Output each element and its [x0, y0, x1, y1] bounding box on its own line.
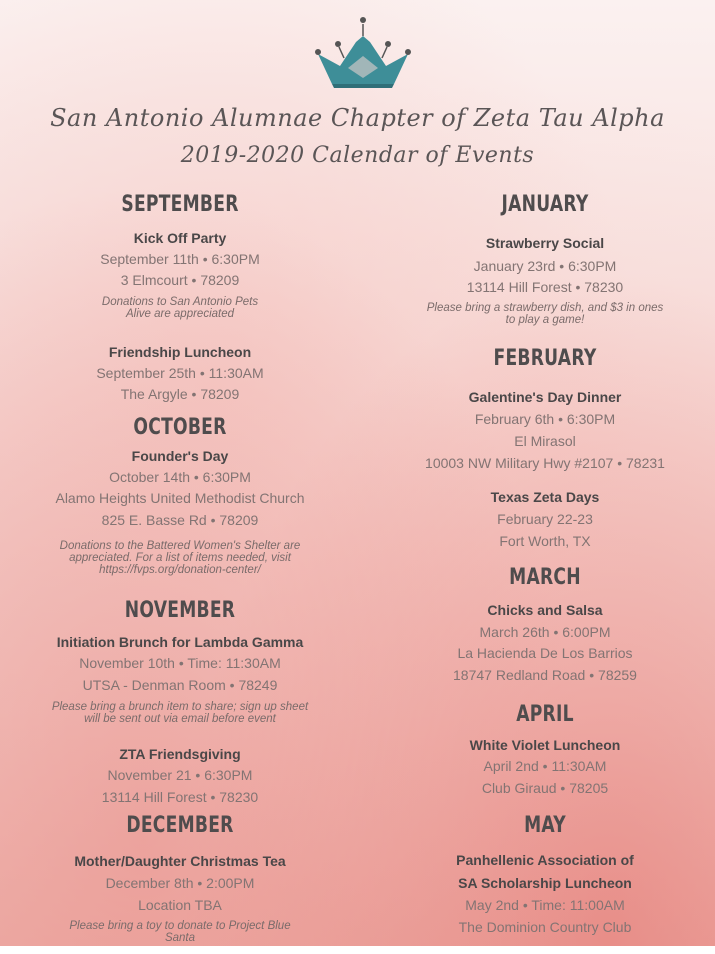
event-title: ZTA Friendsgiving: [119, 746, 241, 762]
page-title: San Antonio Alumnae Chapter of Zeta Tau Alpha: [50, 104, 665, 132]
event-title: Mother/Daughter Christmas Tea: [74, 853, 286, 869]
event-datetime: April 2nd • 11:30AM: [483, 758, 607, 774]
event-title: Founder's Day: [131, 448, 229, 464]
event-title: Initiation Brunch for Lambda Gamma: [56, 634, 304, 650]
event-title: Chicks and Salsa: [487, 602, 603, 618]
event-title-line2: SA Scholarship Luncheon: [458, 875, 632, 891]
month-heading-march: MARCH: [509, 565, 581, 590]
event-note: Please bring a strawberry dish, and $3 in ones to play a game!: [426, 302, 664, 326]
event-location: 13114 Hill Forest • 78230: [101, 789, 259, 805]
month-heading-november: NOVEMBER: [124, 598, 236, 623]
event-location: 3 Elmcourt • 78209: [120, 272, 240, 288]
bottom-edge: [0, 946, 715, 954]
event-datetime: November 21 • 6:30PM: [107, 767, 253, 783]
event-location: Club Giraud • 78205: [481, 780, 609, 796]
event-title: White Violet Luncheon: [469, 737, 621, 753]
month-heading-october: OCTOBER: [133, 415, 227, 440]
event-note: Please bring a brunch item to share; sign up sheet will be sent out via email before event: [51, 701, 309, 725]
event-title-line1: Panhellenic Association of: [456, 852, 634, 868]
event-location: UTSA - Denman Room • 78249: [82, 677, 278, 693]
event-location: Fort Worth, TX: [499, 533, 591, 549]
event-title: Kick Off Party: [133, 230, 227, 246]
event-location: 13114 Hill Forest • 78230: [466, 279, 624, 295]
event-datetime: May 2nd • Time: 11:00AM: [465, 897, 625, 913]
event-datetime: October 14th • 6:30PM: [109, 469, 251, 485]
month-heading-december: DECEMBER: [126, 813, 234, 838]
month-heading-september: SEPTEMBER: [121, 192, 239, 217]
event-datetime: September 11th • 6:30PM: [100, 251, 260, 267]
month-heading-may: MAY: [524, 813, 566, 838]
event-location: 10003 NW Military Hwy #2107 • 78231: [425, 455, 665, 471]
event-datetime: September 25th • 11:30AM: [96, 365, 264, 381]
event-location: The Dominion Country Club: [458, 919, 632, 935]
event-note: Donations to the Battered Women's Shelter are appreciated. For a list of items needed, visit https://fvps.org/donation-center/: [59, 540, 301, 576]
event-location: 825 E. Basse Rd • 78209: [101, 512, 259, 528]
event-datetime: March 26th • 6:00PM: [479, 624, 611, 640]
event-datetime: December 8th • 2:00PM: [105, 875, 255, 891]
event-datetime: February 6th • 6:30PM: [474, 411, 616, 427]
event-venue: Alamo Heights United Methodist Church: [55, 490, 305, 506]
event-venue: La Hacienda De Los Barrios: [457, 645, 633, 661]
event-location: The Argyle • 78209: [120, 386, 240, 402]
page-subtitle: 2019-2020 Calendar of Events: [180, 143, 535, 168]
event-datetime: November 10th • Time: 11:30AM: [79, 655, 281, 671]
event-location: Location TBA: [138, 897, 222, 913]
month-heading-january: JANUARY: [501, 192, 589, 217]
event-title: Texas Zeta Days: [490, 489, 600, 505]
event-datetime: January 23rd • 6:30PM: [473, 258, 617, 274]
event-title: Galentine's Day Dinner: [468, 389, 622, 405]
event-title: Friendship Luncheon: [108, 344, 252, 360]
event-location: 18747 Redland Road • 78259: [453, 667, 637, 683]
event-venue: El Mirasol: [514, 433, 576, 449]
month-heading-february: FEBRUARY: [493, 346, 597, 371]
crown-icon: [308, 6, 418, 90]
event-note: Donations to San Antonio Pets Alive are appreciated: [101, 296, 259, 320]
event-note: Please bring a toy to donate to Project Blue Santa: [69, 920, 291, 944]
event-title: Strawberry Social: [485, 235, 605, 251]
month-heading-april: APRIL: [516, 702, 574, 727]
event-datetime: February 22-23: [497, 511, 593, 527]
